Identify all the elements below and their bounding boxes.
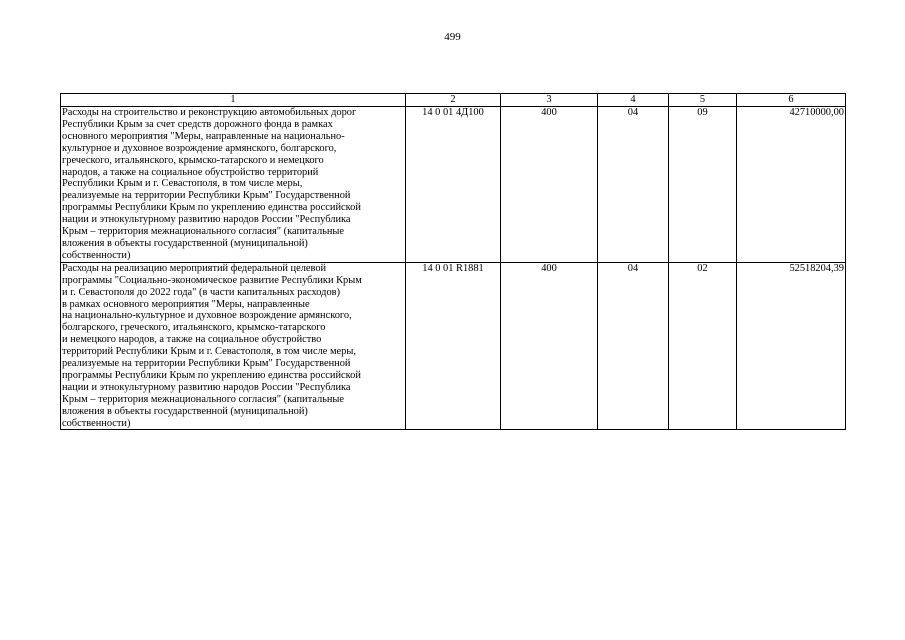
page-number: 499 (444, 31, 461, 43)
column-header-6: 6 (737, 94, 846, 107)
column-header-3: 3 (501, 94, 598, 107)
column-header-2: 2 (406, 94, 501, 107)
column-header-1: 1 (61, 94, 406, 107)
table-header-row (61, 94, 846, 107)
row-subsection: 09 (669, 107, 737, 263)
row-expense-type: 400 (501, 107, 598, 263)
column-header-4: 4 (598, 94, 669, 107)
row-description: Расходы на строительство и реконструкцию автомобильных дорог Республики Крым за счет средств дорожного фонда в рамках основного мероприятия "Меры, направленные на национально- культурное и духовное возрождение армянского, болгарского, греческого, итальянского, крымско-татарского и немецкого народов, а также на социальное обустройство территорий Республики Крым и г. Севастополя, в том числе меры, реализуемые на территории Республики Крым" Государственной программы Республики Крым по укреплению единства российской нации и этнокультурному развитию народов России "Республика Крым – территория межнационального согласия" (капитальные вложения в объекты государственной (муниципальной) собственности) (61, 107, 406, 263)
row-section: 04 (598, 107, 669, 263)
row-expense-type: 400 (501, 262, 598, 430)
table-row (61, 262, 846, 430)
column-header-5: 5 (669, 94, 737, 107)
row-description: Расходы на реализацию мероприятий федеральной целевой программы "Социально-экономическое развитие Республики Крым и г. Севастополя до 2022 года" (в части капитальных расходов) в рамках основного мероприятия "Меры, направленные на национально-культурное и духовное возрождение армянского, болгарского, греческого, итальянского, крымско-татарского и немецкого народов, а также на социальное обустройство территорий Республики Крым и г. Севастополя, в том числе меры, реализуемые на территории Республики Крым" Государственной программы Республики Крым по укреплению единства российской нации и этнокультурному развитию народов России "Республика Крым – территория межнационального согласия" (капитальные вложения в объекты государственной (муниципальной) собственности) (61, 262, 406, 430)
row-amount: 52518204,39 (737, 262, 846, 430)
row-section: 04 (598, 262, 669, 430)
row-target-article: 14 0 01 R1881 (406, 262, 501, 430)
row-target-article: 14 0 01 4Д100 (406, 107, 501, 263)
table-row (61, 107, 846, 263)
row-subsection: 02 (669, 262, 737, 430)
row-amount: 42710000,00 (737, 107, 846, 263)
budget-table (60, 93, 846, 430)
